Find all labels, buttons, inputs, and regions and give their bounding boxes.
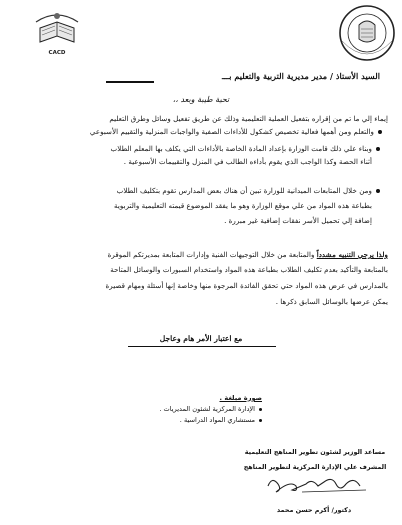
- addressee-line: السيد الأستاذ / مدير مديرية التربية والتعليم بـــ: [222, 71, 380, 81]
- signature-title: مساعد الوزير لشئون تطوير المناهج التعليمية: [244, 448, 386, 456]
- paragraph-line: إيماء إلي ما تم من إقراره بتفعيل العملية التعليمية وذلك عن طريق تفعيل وسائل وطرق التعليم: [109, 114, 388, 123]
- paragraph-line: إضافة إلي تحميل الأسر نفقات إضافية غير مبررة .: [224, 216, 372, 225]
- paragraph-line: ولذا يرجي التنبيه مشدداً والمتابعة من خلال التوجيهات الفنية وإدارات المتابعة بمديرتكم الموقرة: [107, 250, 388, 259]
- greeting: تحية طيبة وبعد ،،: [172, 95, 230, 104]
- closing-line: مع اعتبار الأمر هام وعاجل: [159, 334, 243, 343]
- closing-underline: [128, 346, 276, 347]
- emphasis-text: ولذا يرجي التنبيه مشدداً: [316, 250, 388, 259]
- signatory-name: دكتور/ أكرم حسن محمد: [276, 506, 352, 514]
- paragraph-line: والتعلم ومن أهمها فعالية تخصيص كشكول للأداءات الصفية والواجبات المنزلية والتقييم الأسبوعي: [14, 127, 382, 136]
- bullet-icon: [376, 147, 380, 151]
- copies-item: مستشاري المواد الدراسية .: [180, 416, 262, 424]
- signature-subtitle: المشرف علي الإدارة المركزية لتطوير المناهج: [243, 463, 387, 471]
- bullet-icon: [259, 419, 262, 422]
- paragraph-line: وبناء علي ذلك قامت الوزارة بإعداد المادة الخاصة بالأداءات التي يكلف بها المعلم الطلاب: [14, 144, 380, 153]
- copies-label: صورة مبلغة .: [219, 394, 262, 402]
- addressee-underline: [106, 81, 154, 83]
- ministry-seal-logo: [337, 3, 397, 65]
- paragraph-line: بالمدارس في عرض هذه المواد حتي تحقق الفائدة المرجوة منها وخاصة إنها أسئلة ومهام قصيرة: [105, 281, 388, 290]
- cacd-logo: [28, 4, 86, 60]
- bullet-icon: [376, 189, 380, 193]
- copies-item: الإدارة المركزية لشئون المديريات .: [159, 405, 262, 413]
- paragraph-line: بالمتابعة والتأكيد بعدم تكليف الطلاب بطباعة هذه المواد واستخدام السبورات والوسائل المتاحة: [110, 265, 388, 274]
- bullet-icon: [259, 408, 262, 411]
- bullet-icon: [378, 130, 382, 134]
- handwritten-signature: [262, 472, 372, 498]
- paragraph-line: أثناء الحصة وكذا الواجب الذي يقوم بأداءه الطالب في المنزل والتقييمات الأسبوعية .: [123, 157, 372, 166]
- paragraph-line: يمكن عرضها بالوسائل السابق ذكرها .: [275, 297, 388, 306]
- paragraph-line: بطباعة هذه المواد من علي موقع الوزارة وهو ما يفقد الموضوع قيمته التعليمية والتربوية: [114, 201, 372, 210]
- logo-left-text: CACD: [48, 50, 66, 56]
- paragraph-line: ومن خلال المتابعات الميدانية للوزارة تبين أن هناك بعض المدارس تقوم بتكليف الطلاب: [14, 186, 380, 195]
